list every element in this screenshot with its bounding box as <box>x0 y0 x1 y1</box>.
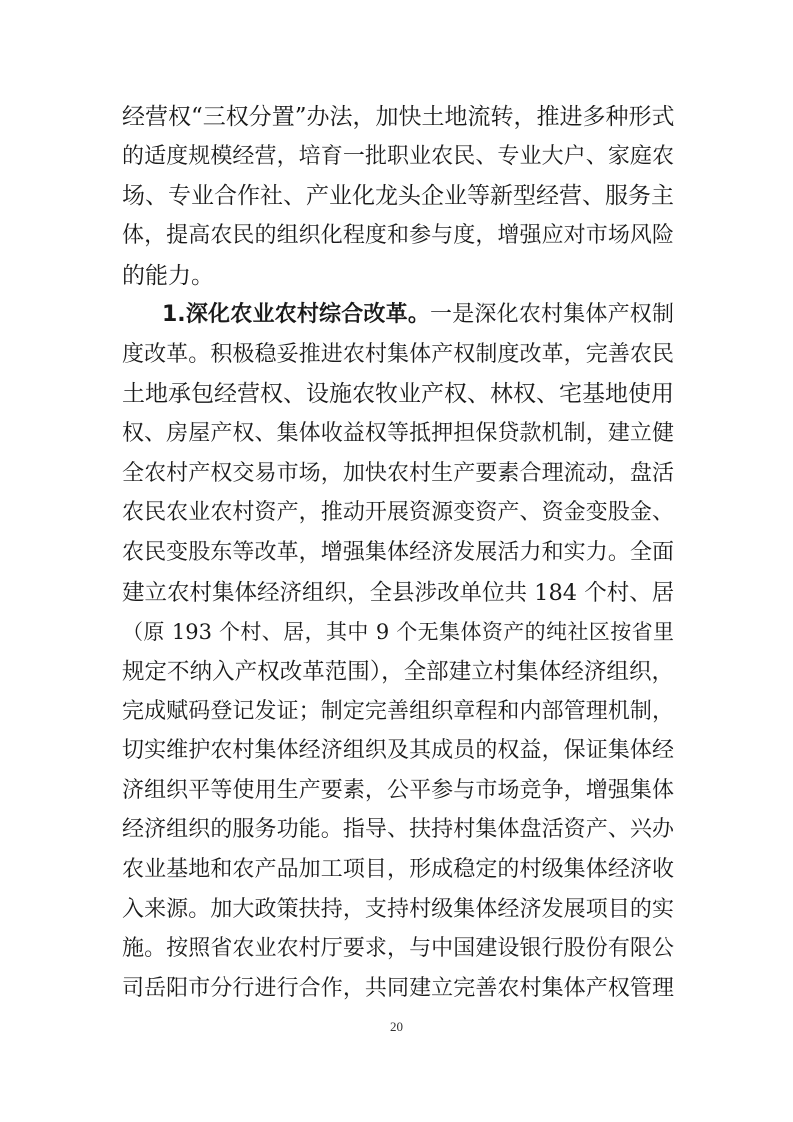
paragraph-line: 完成赋码登记发证；制定完善组织章程和内部管理机制， <box>122 699 674 724</box>
paragraph-line: 司岳阳市分行进行合作，共同建立完善农村集体产权管理 <box>122 976 674 1001</box>
paragraph-line: 农民变股东等改革，增强集体经济发展活力和实力。全面 <box>122 540 674 565</box>
paragraph-line: 经营权“三权分置”办法，加快土地流转，推进多种形式 <box>122 104 675 130</box>
paragraph-line: 体，提高农民的组织化程度和参与度，增强应对市场风险 <box>122 223 674 248</box>
paragraph-line: 农民农业农村资产，推动开展资源变资产、资金变股金、 <box>122 500 674 525</box>
page-number: 20 <box>390 1019 403 1034</box>
paragraph-line: 土地承包经营权、设施农牧业产权、林权、宅基地使用 <box>122 381 674 407</box>
section-heading-line <box>162 301 674 329</box>
paragraph-line: 建立农村集体经济组织，全县涉改单位共 184 个村、居 <box>122 580 675 606</box>
paragraph-line: 的适度规模经营，培育一批职业农民、专业大户、家庭农 <box>122 144 674 169</box>
paragraph-line: 度改革。积极稳妥推进农村集体产权制度改革，完善农民 <box>122 342 674 367</box>
paragraph-line: 切实维护农村集体经济组织及其成员的权益，保证集体经 <box>122 738 674 763</box>
paragraph-line: 场、专业合作社、产业化龙头企业等新型经营、服务主 <box>122 183 674 209</box>
paragraph-line: 全农村产权交易市场，加快农村生产要素合理流动，盘活 <box>122 461 674 486</box>
paragraph-line: 的能力。 <box>122 263 214 289</box>
paragraph-line: 经济组织的服务功能。指导、扶持村集体盘活资产、兴办 <box>122 817 674 842</box>
paragraph-line-text: 一是深化农村集体产权制 <box>430 302 674 327</box>
paragraph-line: （原 193 个村、居，其中 9 个无集体资产的纯社区按省里 <box>122 620 674 644</box>
section-heading: 1.深化农业农村综合改革。 <box>162 302 431 327</box>
paragraph-line: 权、房屋产权、集体收益权等抵押担保贷款机制，建立健 <box>122 421 674 446</box>
paragraph-line: 规定不纳入产权改革范围），全部建立村集体经济组织， <box>122 659 674 685</box>
paragraph-line: 农业基地和农产品加工项目，形成稳定的村级集体经济收 <box>122 857 674 882</box>
paragraph-line: 施。按照省农业农村厅要求，与中国建设银行股份有限公 <box>122 936 674 961</box>
paragraph-line: 入来源。加大政策扶持，支持村级集体经济发展项目的实 <box>122 897 674 922</box>
paragraph-line: 济组织平等使用生产要素，公平参与市场竞争，增强集体 <box>122 778 674 803</box>
